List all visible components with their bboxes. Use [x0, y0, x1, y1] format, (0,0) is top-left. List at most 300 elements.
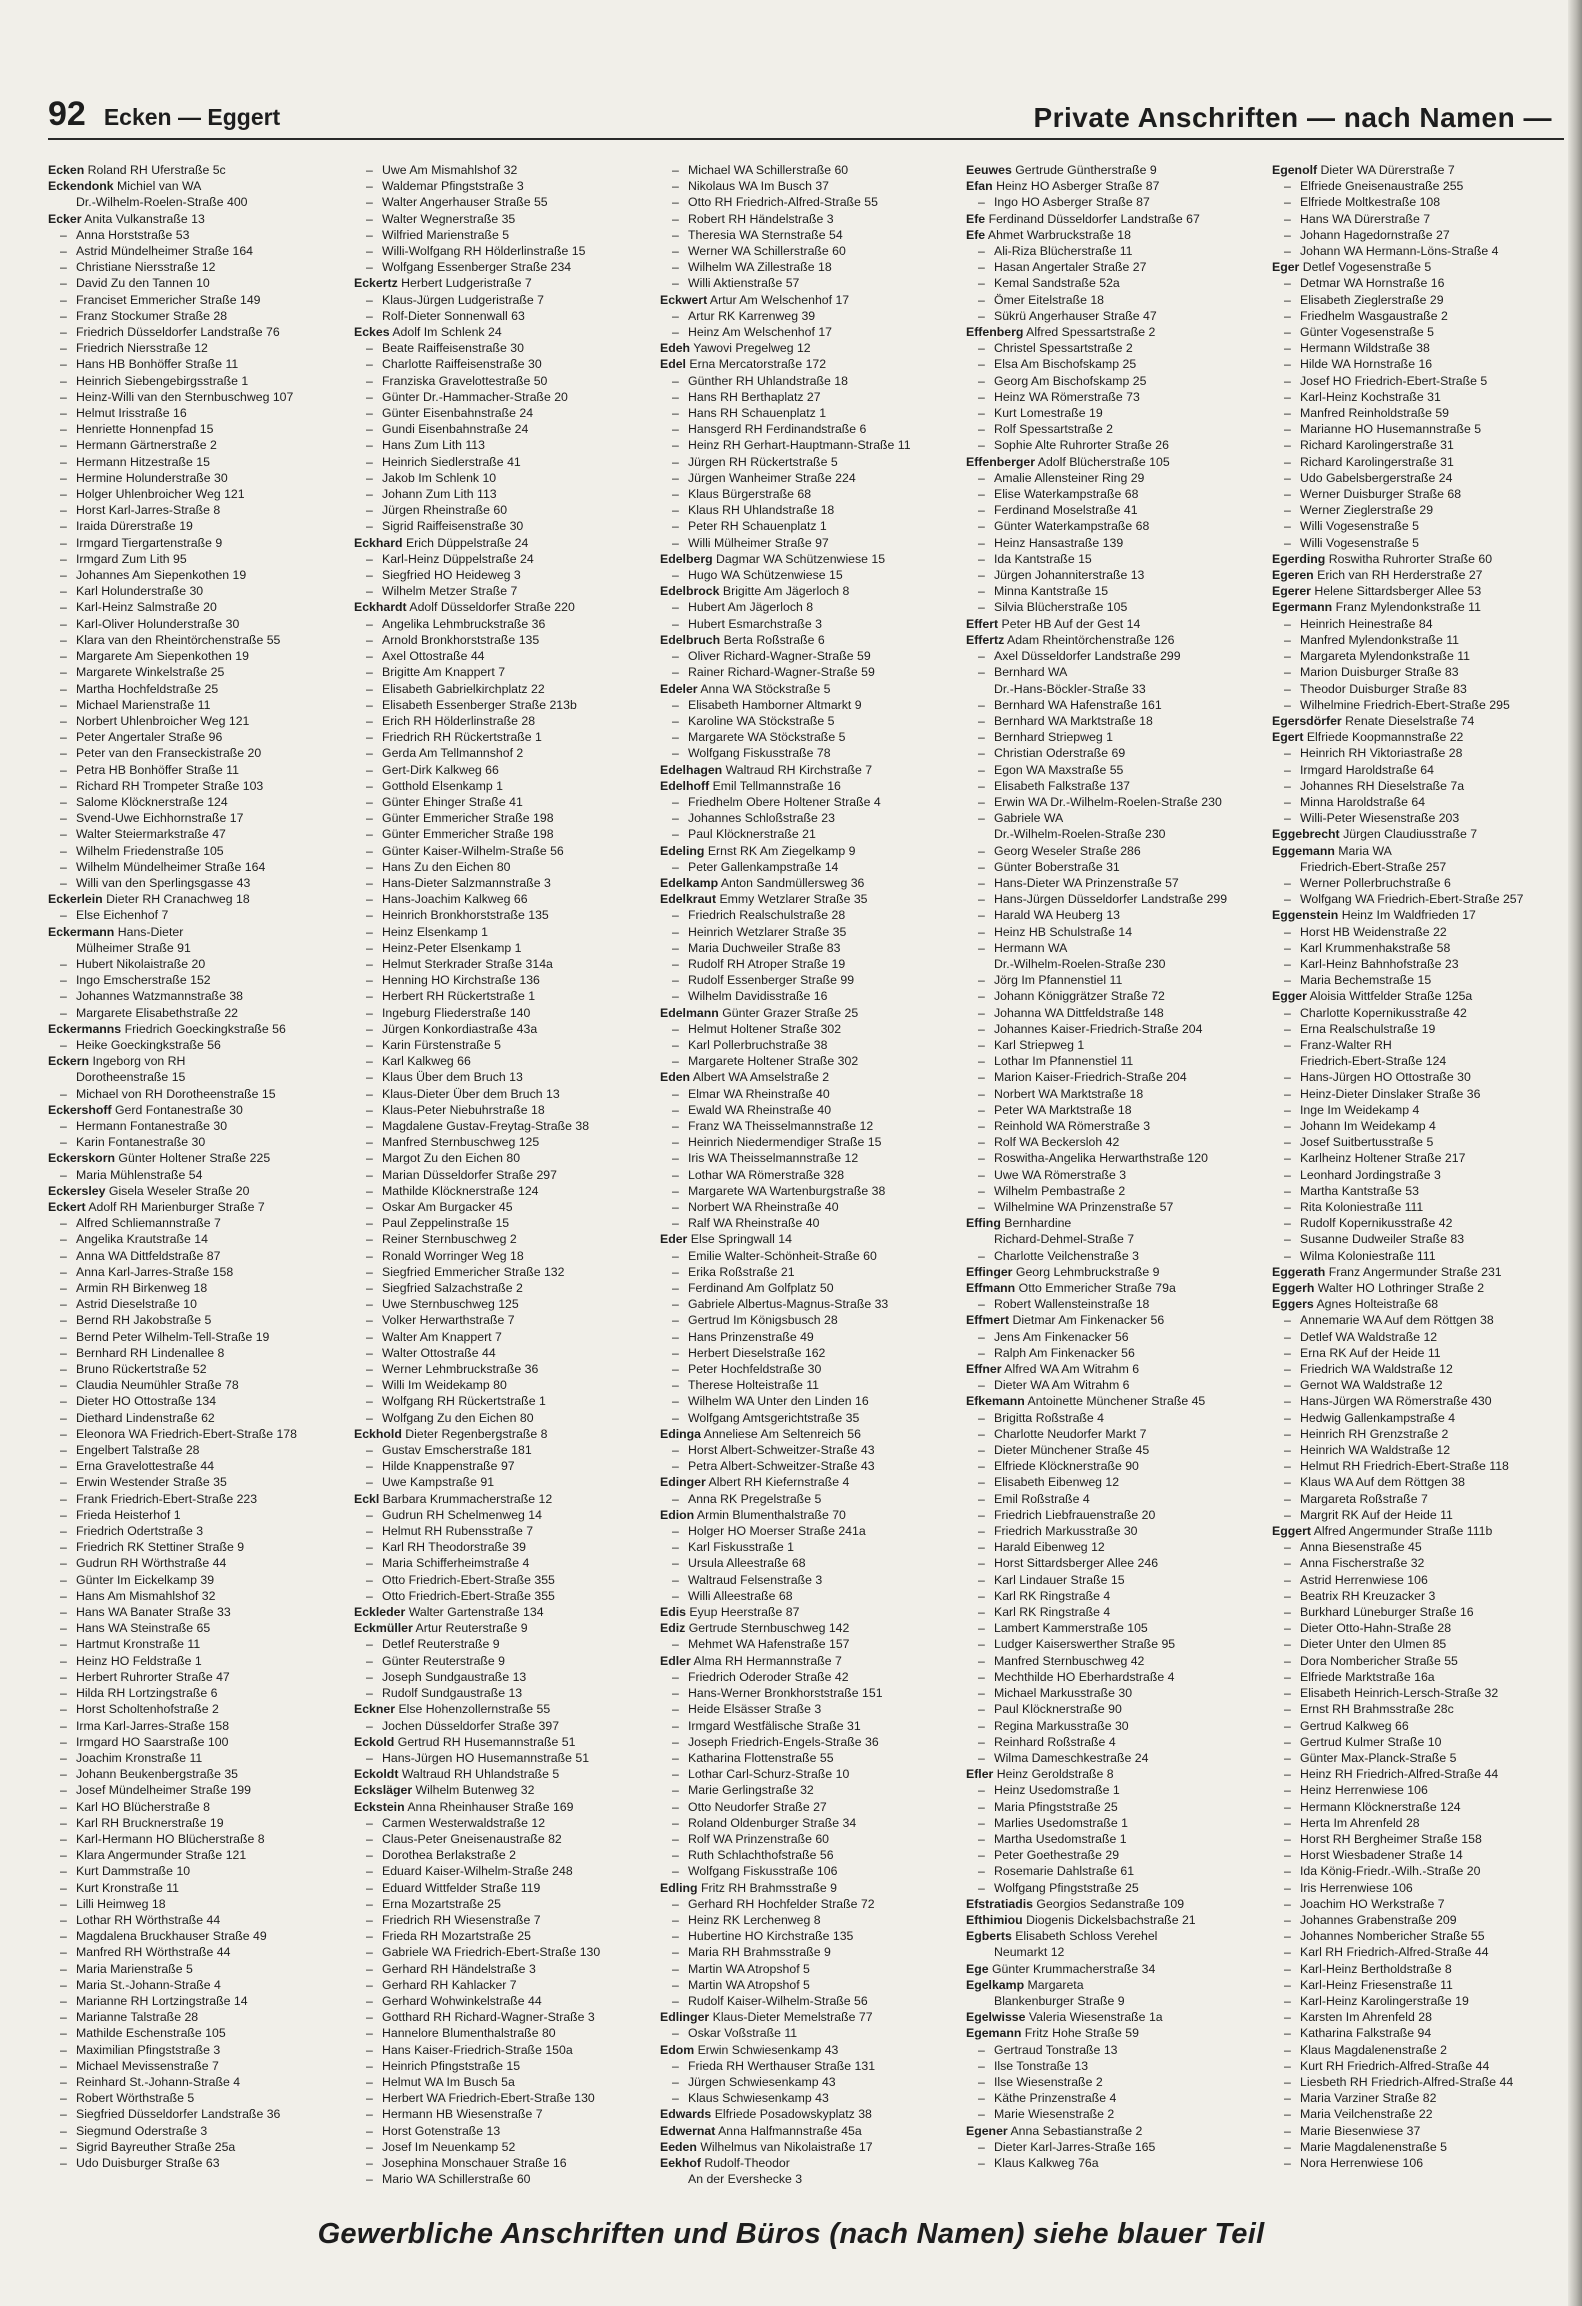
- ditto-dash: –: [1284, 1248, 1291, 1263]
- ditto-dash: –: [366, 2026, 373, 2041]
- surname: Egelwisse: [966, 2010, 1026, 2025]
- ditto-dash: –: [60, 1653, 67, 1668]
- listing-entry: [354, 1329, 650, 1345]
- surname: Edeh: [660, 341, 691, 356]
- ditto-dash: –: [60, 519, 67, 534]
- entry-text: Otto Emmericher Straße 79a: [1018, 1281, 1176, 1296]
- listing-entry: [48, 2009, 344, 2025]
- entry-text: Ilse Wiesenstraße 2: [994, 2074, 1103, 2089]
- listing-entry: [48, 437, 344, 453]
- entry-text: Petra Albert-Schweitzer-Straße 43: [688, 1459, 875, 1474]
- ditto-dash: –: [672, 1718, 679, 1733]
- ditto-dash: –: [672, 1021, 679, 1036]
- ditto-dash: –: [1284, 1313, 1291, 1328]
- entry-text: Ursula Alleestraße 68: [688, 1556, 806, 1571]
- ditto-dash: –: [978, 859, 985, 874]
- ditto-dash: –: [672, 1459, 679, 1474]
- ditto-dash: –: [366, 1248, 373, 1263]
- listing-entry: [1272, 1507, 1568, 1523]
- surname: Edelkamp: [660, 875, 719, 890]
- entry-text: Heinrich Heinestraße 84: [1300, 616, 1433, 631]
- entry-text: Erna Gravelottestraße 44: [76, 1459, 215, 1474]
- entry-text: Gudrun RH Wörthstraße 44: [76, 1556, 227, 1571]
- entry-text: Dieter Karl-Jarres-Straße 165: [994, 2139, 1156, 2154]
- listing-entry: [966, 1815, 1262, 1831]
- ditto-dash: –: [60, 1410, 67, 1425]
- ditto-dash: –: [672, 713, 679, 728]
- entry-text: Irmgard HO Saarstraße 100: [76, 1734, 229, 1749]
- ditto-dash: –: [672, 924, 679, 939]
- listing-entry: [966, 988, 1262, 1004]
- listing-entry: [48, 275, 344, 291]
- ditto-dash: –: [60, 794, 67, 809]
- header-divider: [48, 138, 1564, 140]
- entry-text: Hans HB Bonhöffer Straße 11: [76, 357, 239, 372]
- ditto-dash: –: [978, 1783, 985, 1798]
- ditto-dash: –: [60, 632, 67, 647]
- ditto-dash: –: [1284, 1556, 1291, 1571]
- ditto-dash: –: [1284, 1118, 1291, 1133]
- entry-text: Dieter WA Am Witrahm 6: [994, 1378, 1130, 1393]
- entry-text: Günter Vogesenstraße 5: [1300, 325, 1434, 340]
- listing-entry: [1272, 1215, 1568, 1231]
- ditto-dash: –: [978, 535, 985, 550]
- ditto-dash: –: [978, 1864, 985, 1879]
- entry-text: Dieter WA Dürerstraße 7: [1320, 163, 1455, 177]
- entry-text: Waldemar Pfingststraße 3: [382, 179, 524, 194]
- surname: Efan: [966, 179, 993, 194]
- ditto-dash: –: [672, 227, 679, 242]
- entry-text: Josef Suitbertusstraße 5: [1300, 1135, 1434, 1150]
- entry-text: Johannes RH Dieselstraße 7a: [1300, 778, 1465, 793]
- listing-entry: [354, 1086, 650, 1102]
- ditto-dash: –: [672, 730, 679, 745]
- ditto-dash: –: [672, 1912, 679, 1927]
- ditto-dash: –: [672, 973, 679, 988]
- ditto-dash: –: [672, 859, 679, 874]
- ditto-dash: –: [60, 811, 67, 826]
- ditto-dash: –: [366, 1297, 373, 1312]
- ditto-dash: –: [366, 1945, 373, 1960]
- ditto-dash: –: [1284, 1605, 1291, 1620]
- entry-text: Roland Oldenburger Straße 34: [688, 1815, 857, 1830]
- ditto-dash: –: [672, 1929, 679, 1944]
- ditto-dash: –: [978, 260, 985, 275]
- entry-text: Elisabeth Eibenweg 12: [994, 1475, 1120, 1490]
- listing-entry: [48, 292, 344, 308]
- surname-entry: [660, 1069, 956, 1085]
- ditto-dash: –: [978, 2091, 985, 2106]
- listing-entry: [354, 1993, 650, 2009]
- ditto-dash: –: [672, 1831, 679, 1846]
- entry-text: Friedrich Odertstraße 3: [76, 1524, 204, 1539]
- surname: Egemann: [966, 2026, 1022, 2041]
- entry-text: Herbert Ludgeristraße 7: [401, 276, 532, 291]
- ditto-dash: –: [366, 1102, 373, 1117]
- ditto-dash: –: [60, 1993, 67, 2008]
- ditto-dash: –: [366, 1653, 373, 1668]
- entry-text: Katharina Flottenstraße 55: [688, 1750, 834, 1765]
- entry-text: Marie Magdalenenstraße 5: [1300, 2139, 1447, 2154]
- ditto-dash: –: [1284, 2107, 1291, 2122]
- listing-entry: [354, 1896, 650, 1912]
- ditto-dash: –: [60, 2091, 67, 2106]
- ditto-dash: –: [60, 1540, 67, 1555]
- entry-text: Brigitte Am Jägerloch 8: [722, 584, 850, 599]
- entry-text: Albert RH Kiefernstraße 4: [708, 1475, 850, 1490]
- listing-entry: [660, 1361, 956, 1377]
- surname-entry: [966, 2123, 1262, 2139]
- entry-text: Artur Am Welschenhof 17: [709, 292, 850, 307]
- listing-entry: [966, 1329, 1262, 1345]
- ditto-dash: –: [60, 859, 67, 874]
- listing-entry: [48, 664, 344, 680]
- ditto-dash: –: [1284, 1880, 1291, 1895]
- entry-text: Claudia Neumühler Straße 78: [76, 1378, 239, 1393]
- entry-text: Karin Fontanestraße 30: [76, 1135, 206, 1150]
- listing-entry: [48, 1134, 344, 1150]
- ditto-dash: –: [978, 713, 985, 728]
- ditto-dash: –: [1284, 892, 1291, 907]
- ditto-dash: –: [672, 1378, 679, 1393]
- entry-text: Karl-Heinz Kochstraße 31: [1300, 389, 1441, 404]
- ditto-dash: –: [1284, 1540, 1291, 1555]
- listing-entry: [966, 1831, 1262, 1847]
- entry-text: Günter Emmericher Straße 198: [382, 811, 554, 826]
- ditto-dash: –: [978, 195, 985, 210]
- listing-entry: [48, 616, 344, 632]
- entry-text: Jürgen RH Rückertstraße 5: [688, 454, 838, 469]
- listing-entry: [660, 486, 956, 502]
- entry-text: Agnes Holteistraße 68: [1316, 1297, 1439, 1312]
- listing-entry: [48, 1928, 344, 1944]
- listing-entry: [1272, 1069, 1568, 1085]
- ditto-dash: –: [60, 1005, 67, 1020]
- ditto-dash: –: [978, 973, 985, 988]
- surname: Edwards: [660, 2107, 712, 2122]
- ditto-dash: –: [978, 2058, 985, 2073]
- entry-text: Friedrich-Ebert-Straße 257: [1300, 859, 1447, 874]
- entry-text: Dorothea Berlakstraße 2: [382, 1848, 516, 1863]
- ditto-dash: –: [60, 956, 67, 971]
- entry-text: Karl HO Blücherstraße 8: [76, 1799, 210, 1814]
- ditto-dash: –: [978, 2042, 985, 2057]
- listing-entry: [48, 1086, 344, 1102]
- ditto-dash: –: [60, 1086, 67, 1101]
- entry-text: Gabriele WA: [994, 811, 1064, 826]
- listing-entry: [660, 373, 956, 389]
- entry-text: Lothar RH Wörthstraße 44: [76, 1912, 221, 1927]
- listing-entry: [660, 389, 956, 405]
- listing-entry: [1272, 1231, 1568, 1247]
- entry-text: Arnold Bronkhorststraße 135: [382, 632, 540, 647]
- surname-entry: [660, 2106, 956, 2122]
- entry-text: Adolf RH Marienburger Straße 7: [88, 1200, 265, 1214]
- listing-entry: [966, 1491, 1262, 1507]
- listing-entry: [48, 1410, 344, 1426]
- ditto-dash: –: [672, 2091, 679, 2106]
- entry-text: Werner Zieglerstraße 29: [1300, 503, 1434, 518]
- surname: Eckhardt: [354, 600, 407, 615]
- entry-text: Johannes Am Siepenkothen 19: [76, 568, 247, 583]
- entry-text: Elisabeth Essenberger Straße 213b: [382, 697, 577, 712]
- listing-entry: [354, 697, 650, 713]
- continuation-line: [966, 826, 1262, 842]
- entry-text: Friedrich Markusstraße 30: [994, 1524, 1138, 1539]
- entry-text: Harald WA Heuberg 13: [994, 908, 1120, 923]
- surname: Eckner: [354, 1702, 396, 1717]
- ditto-dash: –: [366, 341, 373, 356]
- entry-text: Gerhard RH Kahlacker 7: [382, 1977, 517, 1992]
- ditto-dash: –: [60, 1848, 67, 1863]
- entry-text: Wilhelm WA Unter den Linden 16: [688, 1394, 869, 1409]
- footer-note: Gewerbliche Anschriften und Büros (nach Namen) siehe blauer Teil: [317, 2218, 1265, 2250]
- entry-text: Willi Mülheimer Straße 97: [688, 535, 829, 550]
- listing-entry: [48, 518, 344, 534]
- surname-entry: [1272, 583, 1568, 599]
- entry-text: Berta Roßstraße 6: [723, 632, 825, 647]
- entry-text: Claus-Peter Gneisenaustraße 82: [382, 1831, 562, 1846]
- entry-text: Willi van den Sperlingsgasse 43: [76, 875, 251, 890]
- listing-entry: [1272, 1555, 1568, 1571]
- ditto-dash: –: [60, 1686, 67, 1701]
- ditto-dash: –: [1284, 1021, 1291, 1036]
- listing-entry: [1272, 1977, 1568, 1993]
- surname-entry: [966, 1896, 1262, 1912]
- listing-entry: [354, 162, 650, 178]
- listing-entry: [1272, 1928, 1568, 1944]
- ditto-dash: –: [1284, 503, 1291, 518]
- surname-entry: [48, 1102, 344, 1118]
- listing-entry: [354, 1928, 650, 1944]
- entry-text: Diethard Lindenstraße 62: [76, 1410, 215, 1425]
- listing-entry: [660, 1750, 956, 1766]
- ditto-dash: –: [366, 1362, 373, 1377]
- listing-entry: [660, 1086, 956, 1102]
- listing-entry: [660, 567, 956, 583]
- ditto-dash: –: [60, 908, 67, 923]
- entry-text: Franz-Walter RH: [1300, 1037, 1392, 1052]
- ditto-dash: –: [366, 827, 373, 842]
- entry-text: Willi Alleestraße 68: [688, 1588, 793, 1603]
- ditto-dash: –: [672, 1864, 679, 1879]
- surname-entry: [966, 1928, 1262, 1944]
- entry-text: Rita Koloniestraße 111: [1300, 1200, 1424, 1214]
- surname-entry: [966, 324, 1262, 340]
- ditto-dash: –: [60, 308, 67, 323]
- entry-text: Manfred Reinholdstraße 59: [1300, 406, 1450, 421]
- ditto-dash: –: [978, 292, 985, 307]
- listing-entry: [660, 421, 956, 437]
- listing-entry: [660, 810, 956, 826]
- listing-entry: [660, 470, 956, 486]
- entry-text: Heinrich Bronkhorststraße 135: [382, 908, 549, 923]
- entry-text: Lilli Heimweg 18: [76, 1896, 166, 1911]
- entry-text: Eduard Wittfelder Straße 119: [382, 1880, 541, 1895]
- entry-text: Friedrich-Ebert-Straße 124: [1300, 1054, 1447, 1069]
- listing-entry: [354, 648, 650, 664]
- entry-text: Jürgen Wanheimer Straße 224: [688, 470, 856, 485]
- entry-text: Heinrich WA Waldstraße 12: [1300, 1443, 1451, 1458]
- ditto-dash: –: [366, 762, 373, 777]
- surname: Eggemann: [1272, 843, 1335, 858]
- surname-entry: [660, 583, 956, 599]
- entry-text: Klaus-Peter Niebuhrstraße 18: [382, 1102, 545, 1117]
- ditto-dash: –: [672, 1216, 679, 1231]
- ditto-dash: –: [366, 1021, 373, 1036]
- ditto-dash: –: [1284, 487, 1291, 502]
- ditto-dash: –: [60, 1281, 67, 1296]
- ditto-dash: –: [366, 713, 373, 728]
- surname: Eggerath: [1272, 1264, 1326, 1279]
- ditto-dash: –: [1284, 2155, 1291, 2170]
- entry-text: Wilhelmine Friedrich-Ebert-Straße 295: [1300, 697, 1510, 712]
- ditto-dash: –: [366, 503, 373, 518]
- listing-entry: [1272, 340, 1568, 356]
- listing-entry: [660, 437, 956, 453]
- entry-text: Klaus Kalkweg 76a: [994, 2155, 1099, 2170]
- ditto-dash: –: [60, 1362, 67, 1377]
- ditto-dash: –: [60, 373, 67, 388]
- ditto-dash: –: [60, 1313, 67, 1328]
- entry-text: Harald Eibenweg 12: [994, 1540, 1105, 1555]
- entry-text: Hubertine HO Kirchstraße 135: [688, 1929, 854, 1944]
- ditto-dash: –: [60, 1815, 67, 1830]
- listing-entry: [1272, 518, 1568, 534]
- entry-text: Karl RH Friedrich-Alfred-Straße 44: [1300, 1945, 1489, 1960]
- listing-entry: [1272, 454, 1568, 470]
- ditto-dash: –: [366, 1037, 373, 1052]
- listing-entry: [354, 1474, 650, 1490]
- ditto-dash: –: [672, 811, 679, 826]
- entry-text: Wilma Dameschkestraße 24: [994, 1750, 1149, 1765]
- listing-entry: [48, 1248, 344, 1264]
- entry-text: Magdalena Bruckhauser Straße 49: [76, 1929, 267, 1944]
- ditto-dash: –: [366, 1135, 373, 1150]
- entry-text: Peter Angertaler Straße 96: [76, 730, 223, 745]
- ditto-dash: –: [978, 389, 985, 404]
- ditto-dash: –: [978, 341, 985, 356]
- listing-entry: [966, 356, 1262, 372]
- entry-text: Wolfgang Amtsgerichtstraße 35: [688, 1410, 860, 1425]
- listing-entry: [660, 1102, 956, 1118]
- entry-text: Peter WA Marktstraße 18: [994, 1102, 1132, 1117]
- entry-text: Anneliese Am Seltenreich 56: [703, 1426, 861, 1441]
- ditto-dash: –: [672, 1767, 679, 1782]
- surname-entry: [966, 227, 1262, 243]
- listing-entry: [660, 178, 956, 194]
- surname: Egeren: [1272, 568, 1314, 583]
- entry-text: Hilda RH Lortzingstraße 6: [76, 1686, 218, 1701]
- surname: Eggebrecht: [1272, 827, 1340, 842]
- entry-text: Jens Am Finkenacker 56: [994, 1329, 1129, 1344]
- ditto-dash: –: [978, 1459, 985, 1474]
- listing-entry: [48, 1215, 344, 1231]
- entry-text: Siegfried Düsseldorfer Landstraße 36: [76, 2107, 281, 2122]
- entry-text: Peter Hochfeldstraße 30: [688, 1362, 822, 1377]
- ditto-dash: –: [672, 794, 679, 809]
- ditto-dash: –: [366, 649, 373, 664]
- surname: Eckmüller: [354, 1621, 413, 1636]
- listing-entry: [660, 1329, 956, 1345]
- listing-entry: [966, 470, 1262, 486]
- ditto-dash: –: [1284, 762, 1291, 777]
- entry-text: Hubert Esmarchstraße 3: [688, 616, 822, 631]
- ditto-dash: –: [60, 1977, 67, 1992]
- ditto-dash: –: [60, 227, 67, 242]
- listing-entry: [660, 405, 956, 421]
- entry-text: Elfriede Gneisenaustraße 255: [1300, 179, 1464, 194]
- listing-entry: [48, 2106, 344, 2122]
- entry-text: Beatrix RH Kreuzacker 3: [1300, 1588, 1436, 1603]
- entry-text: Herbert Ruhrorter Straße 47: [76, 1669, 230, 1684]
- listing-entry: [660, 259, 956, 275]
- surname: Edelmann: [660, 1005, 719, 1020]
- ditto-dash: –: [978, 2155, 985, 2170]
- surname: Ecksläger: [354, 1783, 413, 1798]
- entry-text: Heinz Geroldstraße 8: [996, 1767, 1114, 1782]
- ditto-dash: –: [366, 422, 373, 437]
- entry-text: Heinz-Willi van den Sternbuschweg 107: [76, 389, 294, 404]
- listing-entry: [354, 518, 650, 534]
- ditto-dash: –: [366, 1880, 373, 1895]
- entry-text: Astrid Herrenwiese 106: [1300, 1572, 1428, 1587]
- entry-text: Reinhold WA Römerstraße 3: [994, 1118, 1151, 1133]
- entry-text: Petra HB Bonhöffer Straße 11: [76, 762, 239, 777]
- ditto-dash: –: [366, 1378, 373, 1393]
- entry-text: Walter Ottostraße 44: [382, 1345, 496, 1360]
- ditto-dash: –: [1284, 1167, 1291, 1182]
- entry-text: Hans WA Banater Straße 33: [76, 1605, 231, 1620]
- listing-entry: [354, 211, 650, 227]
- ditto-dash: –: [1284, 341, 1291, 356]
- listing-entry: [1272, 502, 1568, 518]
- entry-text: Armin Blumenthalstraße 70: [696, 1507, 846, 1522]
- entry-text: Burkhard Lüneburger Straße 16: [1300, 1605, 1474, 1620]
- listing-entry: [354, 875, 650, 891]
- surname: Edelhoff: [660, 778, 710, 793]
- surname-entry: [1272, 1296, 1568, 1312]
- ditto-dash: –: [366, 1540, 373, 1555]
- entry-text: Silvia Blücherstraße 105: [994, 600, 1128, 615]
- ditto-dash: –: [1284, 1767, 1291, 1782]
- entry-text: Oskar Voßstraße 11: [688, 2026, 798, 2041]
- listing-entry: [660, 1248, 956, 1264]
- ditto-dash: –: [672, 1151, 679, 1166]
- ditto-dash: –: [366, 859, 373, 874]
- entry-text: Gundi Eisenbahnstraße 24: [382, 422, 529, 437]
- listing-entry: [660, 1766, 956, 1782]
- listing-entry: [660, 227, 956, 243]
- ditto-dash: –: [366, 1200, 373, 1214]
- listing-entry: [1272, 1636, 1568, 1652]
- ditto-dash: –: [672, 535, 679, 550]
- entry-text: Hans Am Mismahlshof 32: [76, 1588, 216, 1603]
- entry-text: Gabriele WA Friedrich-Ebert-Straße 130: [382, 1945, 601, 1960]
- surname: Edom: [660, 2042, 695, 2057]
- ditto-dash: –: [978, 811, 985, 826]
- entry-text: Michael von RH Dorotheenstraße 15: [76, 1086, 276, 1101]
- listing-entry: [660, 1555, 956, 1571]
- ditto-dash: –: [672, 389, 679, 404]
- entry-text: Iris Herrenwiese 106: [1300, 1880, 1413, 1895]
- listing-entry: [966, 194, 1262, 210]
- ditto-dash: –: [1284, 1426, 1291, 1441]
- entry-text: Svend-Uwe Eichhornstraße 17: [76, 811, 244, 826]
- surname-entry: [660, 2009, 956, 2025]
- ditto-dash: –: [1284, 1102, 1291, 1117]
- listing-entry: [1272, 2123, 1568, 2139]
